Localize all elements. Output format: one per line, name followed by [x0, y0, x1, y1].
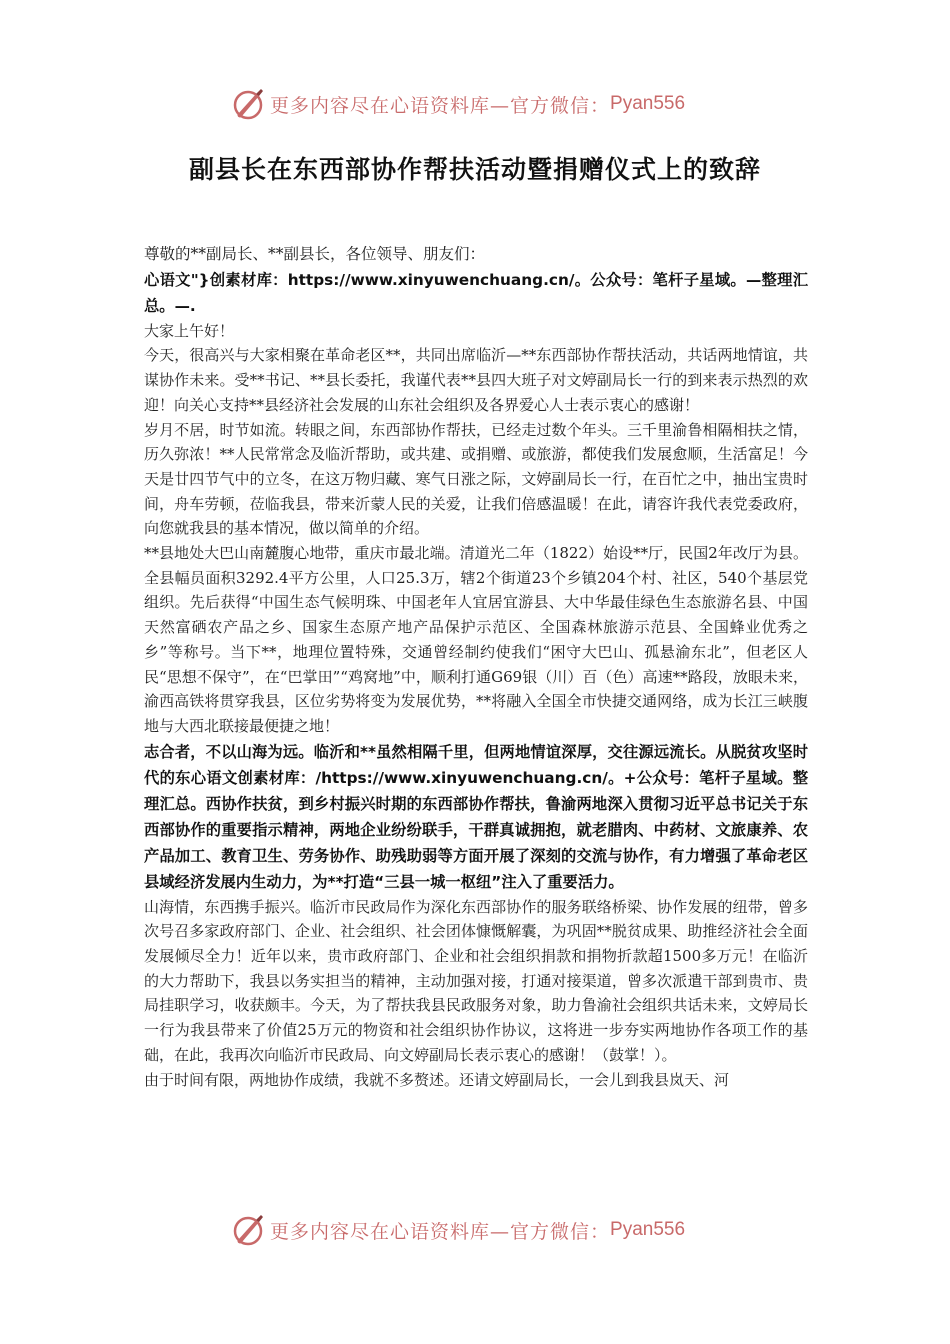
greeting: 大家上午好！	[144, 321, 235, 340]
banner-text: 更多内容尽在心语资料库—官方微信：	[270, 94, 611, 117]
banner-wechat-id: Pyan556	[610, 1219, 686, 1240]
paragraph-3: **县地处大巴山南麓腹心地带，重庆市最北端。清道光二年（1822）始设**厅，民国2年改厅为县。全县幅员面积3292.4平方公里，人口25.3万，辖2个街道23个乡镇204个村、社区，540个基层党组织。先后获得“中国生态气候明珠、中国老年人宜居宜游县、大中华最佳绿色生态旅游名县、中国天然富硒农产品之乡、国家生态原产地产品保护示范区、全国森林旅游示范县、全国蜂业优秀之乡”等称号。当下**，地理位置特殊，交通曾经制约使我们“困守大巴山、孤悬渝东北”，但老区人民“思想不保守”，在“巴掌田”“鸡窝地”中，顺利打通G69银（川）百（色）高速**路段，放眼未来，渝西高铁将贯穿我县，区位劣势将变为发展优势，**将融入全国全市快捷交通网络，成为长江三峡腹地与大西北联接最便捷之地！	[144, 544, 808, 735]
promo-paragraph-1: 心语文"}创素材库：https://www.xinyuwenchuang.cn/。公众号：笔杆子星域。—整理汇总。—.	[144, 270, 808, 315]
header-banner	[230, 86, 685, 122]
paragraph-2: 岁月不居，时节如流。转眼之间，东西部协作帮扶，已经走过数个年头。三千里渝鲁相隔相扶之情，历久弥浓！**人民常常念及临沂帮助，或共建、或捐赠、或旅游，都使我们发展愈顺，生活富足！今天是廿四节气中的立冬，在这万物归藏、寒气日涨之际，文婷副局长一行，在百忙之中，抽出宝贵时间，舟车劳顿，莅临我县，带来沂蒙人民的关爱，让我们倍感温暖！在此，请容许我代表党委政府，向您就我县的基本情况，做以简单的介绍。	[144, 420, 808, 538]
brush-logo-icon	[230, 86, 266, 122]
banner-wechat-id: Pyan556	[610, 93, 686, 114]
brush-logo-icon	[230, 1212, 266, 1248]
salutation: 尊敬的**副局长、**副县长，各位领导、朋友们：	[144, 245, 486, 263]
banner-text: 更多内容尽在心语资料库—官方微信：	[270, 1220, 611, 1243]
paragraph-1: 今天，很高兴与大家相聚在革命老区**，共同出席临沂—**东西部协作帮扶活动，共话两地情谊，共谋协作未来。受**书记、**县长委托，我谨代表**县四大班子对文婷副局长一行的到来表示热烈的欢迎！向关心支持**县经济社会发展的山东社会组织及各界爱心人士表示衷心的感谢！	[144, 346, 808, 414]
paragraph-4: 山海情，东西携手振兴。临沂市民政局作为深化东西部协作的服务联络桥梁、协作发展的纽带，曾多次号召多家政府部门、企业、社会组织、社会团体慷慨解囊，为巩固**脱贫成果、助推经济社会全面发展倾尽全力！近年以来，贵市政府部门、企业和社会组织捐款和捐物折款超1500多万元！在临沂的大力帮助下，我县以务实担当的精神，主动加强对接，打通对接渠道，曾多次派遣干部到贵市、贵局挂职学习，收获颇丰。今天，为了帮扶我县民政服务对象，助力鲁渝社会组织共话未来，文婷局长一行为我县带来了价值25万元的物资和社会组织协作协议，这将进一步夯实两地协作各项工作的基础，在此，我再次向临沂市民政局、向文婷副局长表示衷心的感谢！（鼓掌！）。	[144, 897, 808, 1064]
paragraph-5: 由于时间有限，两地协作成绩，我就不多赘述。还请文婷副局长，一会儿到我县岚天、河	[144, 1070, 730, 1089]
document-title: 副县长在东西部协作帮扶活动暨捐赠仪式上的致辞	[188, 155, 761, 184]
document-body	[144, 242, 808, 1092]
footer-banner	[230, 1212, 685, 1248]
promo-paragraph-2: 志合者，不以山海为远。临沂和**虽然相隔千里，但两地情谊深厚，交往源远流长。从脱贫攻坚时代的东心语文创素材库：/https://www.xinyuwenchuang.cn/。+公众号：笔杆子星域。整理汇总。西协作扶贫，到乡村振兴时期的东西部协作帮扶，鲁渝两地深入贯彻习近平总书记关于东西部协作的重要指示精神，两地企业纷纷联手，干群真诚拥抱，就老腊肉、中药材、文旅康养、农产品加工、教育卫生、劳务协作、助残助弱等方面开展了深刻的交流与协作，有力增强了革命老区县域经济发展内生动力，为**打造“三县一城一枢纽”注入了重要活力。	[144, 742, 808, 891]
